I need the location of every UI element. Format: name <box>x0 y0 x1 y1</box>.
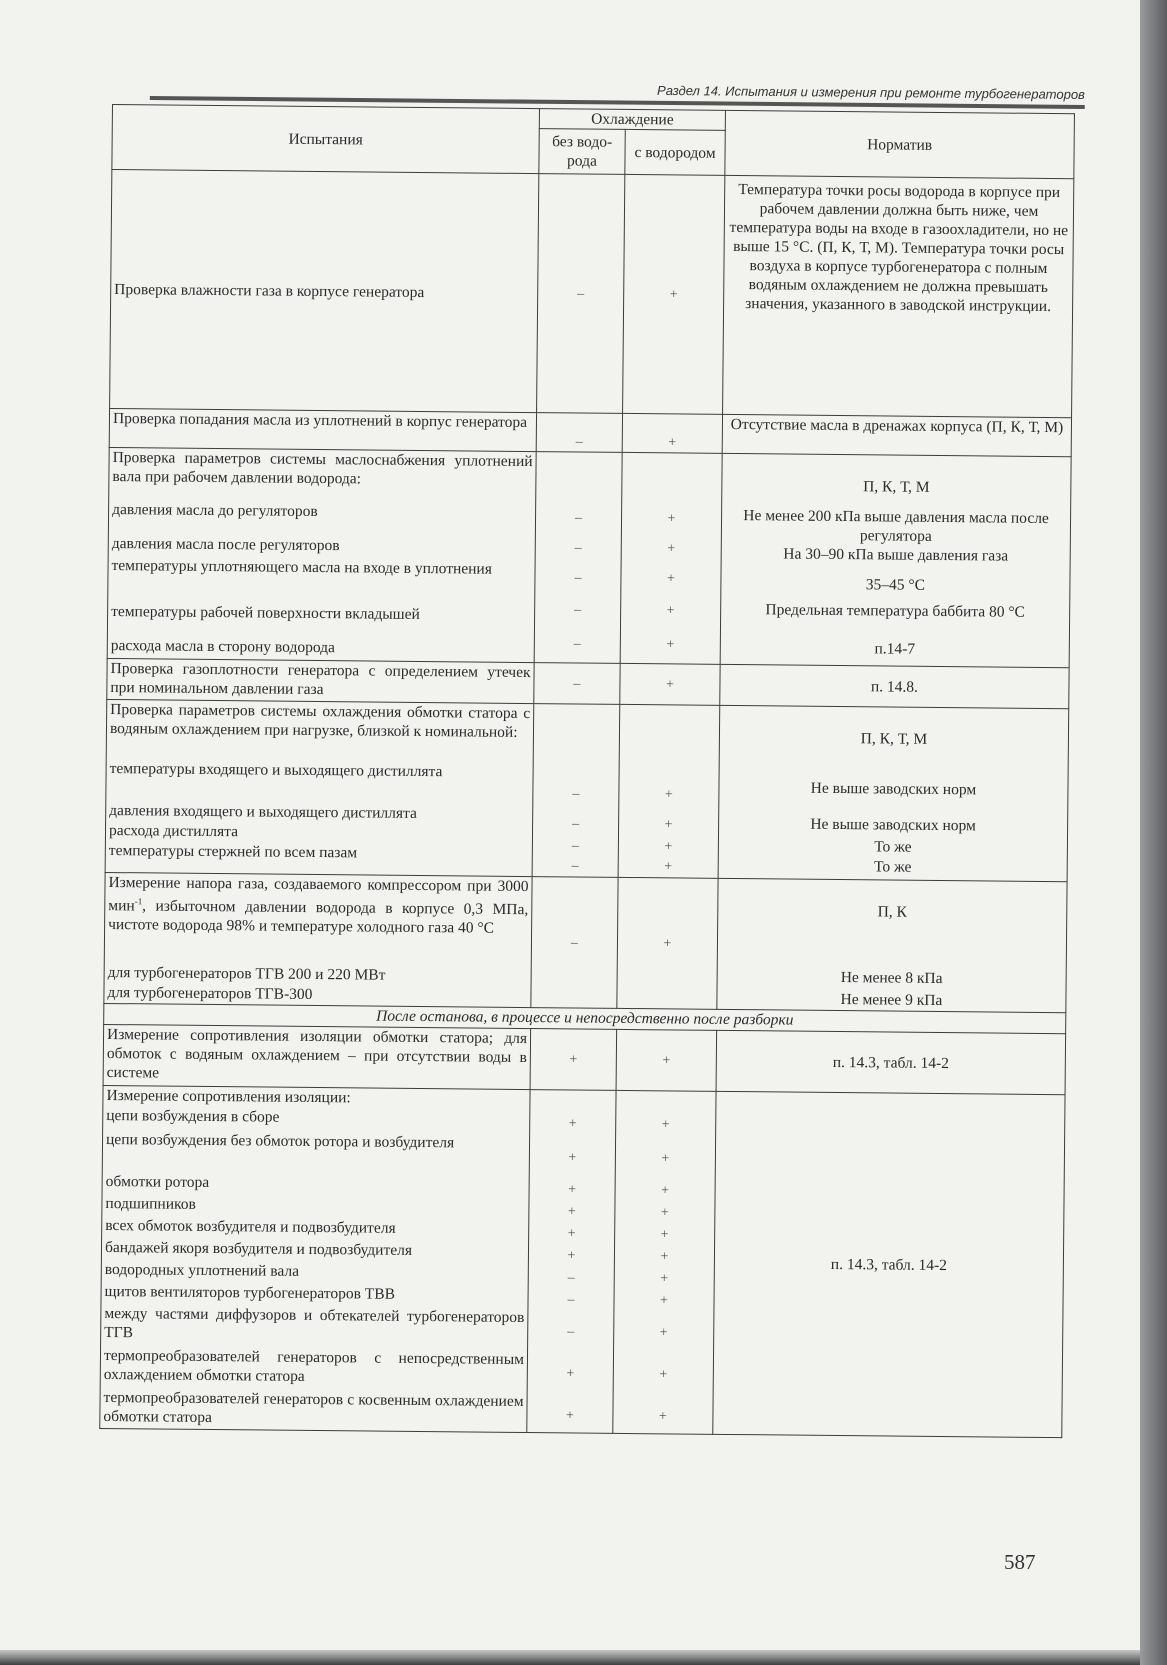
norm-stator-water-cooling: П, К, Т, М Не выше заводских норм Не выше заводских норм То же То же <box>718 705 1069 881</box>
norm-seal-oil-system: П, К, Т, М Не менее 200 кПа выше давления масла после регулятора На 30–90 кПа выше давления газа 35–45 °С Предельная температура баббита 80 °С п.14-7 <box>720 453 1071 667</box>
subtest-line: для турбогенераторов ТГВ 200 и 220 МВт <box>107 963 386 984</box>
subtest-line: для турбогенераторов ТГВ-300 <box>107 983 313 1003</box>
subtest-line: температуры входящего и выходящего дистиллята <box>109 760 443 781</box>
table-row <box>103 1024 1066 1094</box>
cell-without-h2: – – – – <box>532 704 620 878</box>
norm-oil-ingress: Отсутствие масла в дренажах корпуса (П, К, Т, М) <box>722 414 1071 456</box>
header-norm: Норматив <box>725 110 1075 178</box>
test-stator-insulation: Измерение сопротивления изоляции обмотки статора; для обмоток с водяным охлаждением – при отсутствии воды в системе <box>103 1024 531 1089</box>
norms-table-wrapper <box>99 104 1074 1438</box>
header-cooling: Охлаждение <box>539 109 725 131</box>
subtest-line: щитов вентиляторов турбогенераторов ТВВ <box>104 1282 396 1303</box>
test-compressor-head <box>104 872 532 1007</box>
header-tests: Испытания <box>112 105 540 174</box>
section-heading: После останова, в процессе и непосредственно после разборки <box>104 1003 1066 1033</box>
table-row <box>110 170 1074 418</box>
table-row <box>100 1085 1065 1437</box>
cell-without-h2: + <box>530 1029 617 1091</box>
cell-without-h2: – <box>536 413 622 453</box>
cell-with-h2: + <box>617 877 718 1009</box>
cell-with-h2: + <box>620 663 720 705</box>
test-stator-water-cooling <box>105 699 534 876</box>
page-number: 587 <box>1004 1550 1036 1574</box>
test-title: Проверка параметров системы охлаждения обмотки статора с водяным охлаждением при нагрузке, близкой к номинальной: <box>109 701 531 741</box>
subtest-line: подшипников <box>105 1194 196 1213</box>
subtest-line: водородных уплотнений вала <box>104 1260 300 1280</box>
norm-gas-tightness: п. 14.8. <box>720 664 1069 708</box>
table-row <box>107 447 1071 667</box>
subtest-line: температуры стержней по всем пазам <box>108 842 358 862</box>
norm-compressor-head: П, К Не менее 8 кПа Не менее 9 кПа <box>717 878 1067 1012</box>
subtest-line: всех обмоток возбудителя и подвозбудителя <box>105 1216 396 1237</box>
cell-without-h2: + + + + + + – – – + + <box>527 1090 616 1434</box>
subtest-line: термопреобразователей генераторов с косвенным охлаждением обмотки статора <box>103 1388 524 1427</box>
test-title: Измерение сопротивления изоляции: <box>106 1086 351 1107</box>
cell-without-h2: – – – – – <box>534 452 622 664</box>
test-insulation-resistance <box>100 1085 530 1432</box>
cell-with-h2: + <box>616 1029 717 1091</box>
norm-insulation-resistance: п. 14.3, табл. 14-2 <box>713 1091 1065 1437</box>
subtest-line: бандажей якоря возбудителя и подвозбудителя <box>104 1238 413 1259</box>
subtest-line: температуры рабочей поверхности вкладышей <box>111 603 420 623</box>
subtest-line: цепи возбуждения без обмоток ротора и возбудителя <box>105 1130 455 1152</box>
test-title: Измерение напора газа, создаваемого компрессором при 3000 мин$^{-1}$, избыточном давлении водорода в корпусе 0,3 МПа, чистоте водорода 98% и температуре холодного газа 40 °С <box>108 874 529 937</box>
subtest-line: расхода масла в сторону водорода <box>110 637 336 657</box>
subtest-line: расхода дистиллята <box>108 822 239 841</box>
test-gas-humidity: Проверка влажности газа в корпусе генератора <box>110 170 539 413</box>
header-with-hydrogen: с водородом <box>625 129 725 175</box>
scan-shadow <box>0 1650 1140 1665</box>
test-title: Проверка параметров системы маслоснабжения уплотнений вала при рабочем давлении водорода: <box>112 449 533 488</box>
test-seal-oil-system <box>107 447 536 662</box>
subtest-line: обмотки ротора <box>105 1172 210 1191</box>
subtest-line: температуры уплотняющего масла на входе в уплотнения <box>111 557 492 578</box>
norm-gas-humidity: Температура точки росы водорода в корпусе при рабочем давлении должна быть ниже, чем температура воды на входе в газоохладители, но не выше 15 °С. (П, К, Т, М). Температура точки росы воздуха в корпусе турбогенератора с полным водяным охлаждением не должна превышать значения, указанного в заводской инструкции. <box>723 175 1074 417</box>
norm-stator-insulation: п. 14.3, табл. 14-2 <box>716 1030 1066 1094</box>
subtest-line: давления масла до регуляторов <box>112 501 318 520</box>
cell-with-h2: + + + + <box>618 704 720 878</box>
table-row <box>105 699 1069 881</box>
cell-without-h2: – <box>537 174 625 414</box>
test-oil-ingress: Проверка попадания масла из уплотнений в корпус генератора <box>109 408 536 451</box>
cell-with-h2: + <box>622 413 722 453</box>
table-row <box>104 872 1067 1012</box>
subtest-line: давления масла после регуляторов <box>111 535 340 555</box>
cell-with-h2: + <box>623 174 725 414</box>
cell-without-h2: – <box>534 663 620 705</box>
subtest-line: между частями диффузоров и обтекателей турбогенераторов ТГВ <box>104 1304 525 1342</box>
subtest-line: давления входящего и выходящего дистиллята <box>109 802 417 822</box>
subtest-line: цепи возбуждения в сборе <box>106 1106 280 1126</box>
page-edge <box>1140 0 1167 1665</box>
norms-table <box>99 104 1075 1438</box>
test-gas-tightness: Проверка газоплотности генератора с определением утечек при номинальном давлении газа <box>107 658 534 703</box>
subtest-line: термопреобразователей генераторов с непосредственным охлаждением обмотки статора <box>103 1346 525 1385</box>
cell-with-h2: + + + + + + + + + + + <box>613 1090 716 1434</box>
running-head: Раздел 14. Испытания и измерения при ремонте турбогенераторов <box>150 78 1085 109</box>
header-without-hydrogen: без водо-рода <box>539 129 625 175</box>
cell-with-h2: + + + + + <box>620 452 722 664</box>
cell-without-h2: – <box>531 877 618 1009</box>
